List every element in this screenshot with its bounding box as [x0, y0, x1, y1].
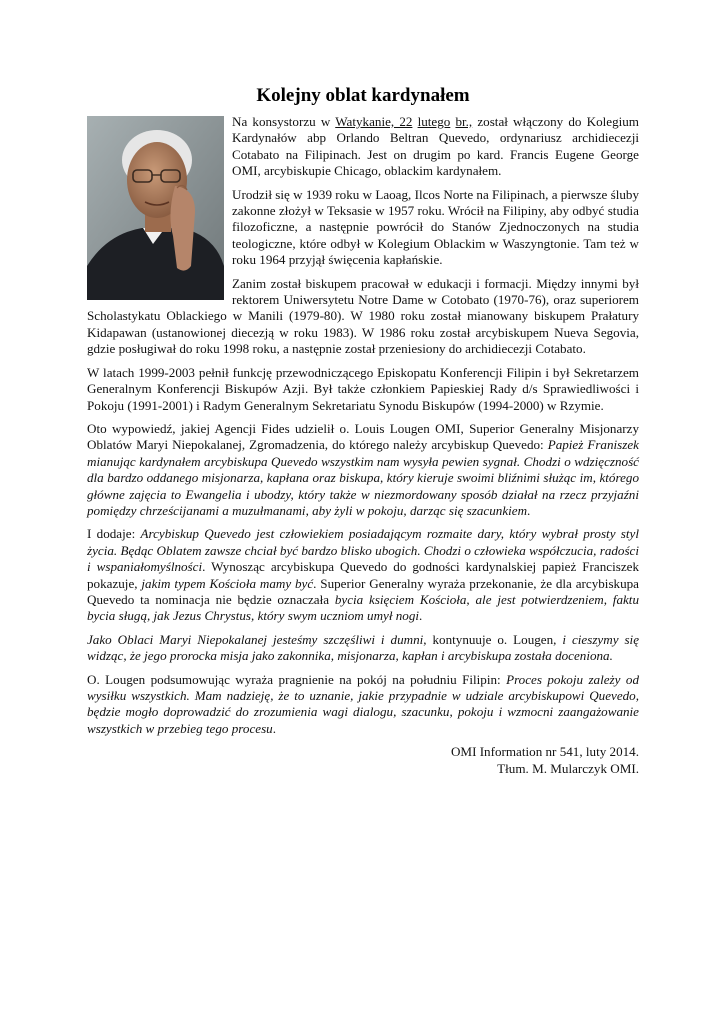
p1-text-g: został włączony do Kolegium Kardynałów abp Orlando Beltran Quevedo, ordynariusz archidiecezji Cotabato na Filipinach. Jest on drugim po kard. Francis Eugene George OMI, arcybiskupie Chicago, oblackim kardynałem.: [232, 114, 639, 179]
p8-text-a: O. Lougen podsumowując wyraża pragnienie na pokój na południu Filipin:: [87, 671, 507, 687]
p5-text: Oto wypowiedź, jakiej Agencji Fides udzielił o. Louis Lougen OMI, Superior Generalny Misjonarzy Oblatów Maryi Niepokalanej, Zgromadzenia, do którego należy arcybiskup Quevedo:: [87, 420, 639, 453]
p5-end: .: [527, 502, 531, 518]
paragraph-8: [87, 672, 639, 738]
p7-quote-a: Jako Oblaci Maryi Niepokalanej jesteśmy szczęśliwi i dumni: [87, 631, 424, 647]
p6-quote-d: jakim typem Kościoła mamy być: [141, 575, 314, 591]
p6-text-e: . Superior Generalny wyraża przekonanie, że dla arcybiskupa Quevedo ta nominacja nie będzie oznaczała: [87, 575, 639, 607]
p7-text-b: , kontynuuje o. Lougen,: [423, 631, 563, 647]
p1-link-br: br.,: [455, 114, 473, 129]
cardinal-portrait-photo: [87, 116, 224, 300]
paragraph-4: W latach 1999-2003 pełnił funkcję przewodniczącego Episkopatu Konferencji Filipin i był Sekretarzem Generalnym Konferencji Biskupów Azji. Był także członkiem Papieskiej Rady d/s Sprawiedliwości i Pokoju (1991-2001) i Radym Generalnym Sekretariatu Synodu Biskupów (1994-2000) w Rzymie.: [87, 364, 639, 413]
translator-line: Tłum. M. Mularczyk OMI.: [497, 760, 639, 776]
portrait-image: [87, 116, 224, 300]
p8-quote-b: Proces pokoju zależy od wysiłku wszystkich. Mam nadzieję, że to uznanie, jakie przypadnie w udziale arcybiskupowi Quevedo, będzie mogło doprowadzić do zrozumienia wagi dialogu, szacunku, pokoju i wzmocni zaangażowanie wszystkich w przebieg tego procesu: [87, 671, 639, 736]
p6-text-a: I dodaje:: [87, 526, 141, 542]
paragraph-6: [87, 526, 639, 624]
p8-end: .: [272, 720, 276, 736]
article: [87, 84, 639, 777]
p6-end: .: [419, 608, 423, 624]
p6-quote-f: bycia księciem Kościoła, ale jest potwierdzeniem, faktu bycia sługą, jak Jezus Chrystus, który swym uczniom umył nogi: [87, 591, 639, 624]
paragraph-5: [87, 421, 639, 519]
p6-quote-b: Arcybiskup Quevedo jest człowiekiem posiadającym rozmaite dary, który wybrał prosty styl życia. Będąc Oblatem zawsze chciał być bardzo blisko ubogich. Chodzi o człowieka współczucia, radości i wspaniałomyślności: [87, 526, 639, 575]
p5-quote: Papież Franiszek mianując kardynałem arcybiskupa Quevedo wszystkim nam wysyła pewien sygnał. Chodzi o wdzięczność dla bardzo oddanego misjonarza, kapłana oraz biskupa, który kieruje swoimi bliźnimi służąc im, którego główne zajęcia to Ewangelia i ubodzy, który także w niezmordowany sposób działał na rzecz przyjaźni pomiędzy chrześcijanami a muzułmanami, aby żyli w pokoju, darząc się szacunkiem: [87, 437, 639, 518]
p1-text-a: Na konsystorzu w: [232, 114, 336, 129]
paragraph-2: Urodził się w 1939 roku w Laoag, Ilcos Norte na Filipinach, a pierwsze śluby zakonne złożył w Teksasie w 1957 roku. Wrócił na Filipiny, aby odbyć studia filozoficzne, a następnie powrócił do Stanów Zjednoczonych na studia teologiczne, które odbył w Kolegium Oblackim w Waszyngtonie. Tam też w roku 1964 przyjął święcenia kapłańskie.: [232, 186, 639, 268]
paragraph-7: [87, 632, 639, 665]
p6-text-c: . Wynosząc arcybiskupa Quevedo do godności kardynalskiej papież Franciszek pokazuje,: [87, 559, 639, 591]
article-title: Kolejny oblat kardynałem: [256, 85, 470, 106]
source-line: OMI Information nr 541, luty 2014.: [450, 744, 639, 760]
paragraph-3: Zanim został biskupem pracował w edukacji i formacji. Między innymi był rektorem Uniwersytetu Notre Dame w Cotobato (1970-76), oraz superiorem Scholastykatu Oblackiego w Manili (1979-80). W 1980 roku został mianowany biskupem Prałatury Kidapawan (ustanowionej diecezją w roku 1983). W 1986 roku został arcybiskupem Nueva Segovia, gdzie posługiwał do roku 1998 roku, a następnie został przeniesiony do archidiecezji Cotabato.: [87, 275, 639, 357]
p1-link-lutego: lutego: [417, 114, 451, 129]
p7-quote-c: i cieszymy się widząc, że jego prorocka misja jako zakonnika, misjonarza, kapłan i arcybiskupa została doceniona.: [87, 631, 640, 664]
p1-link-watykanie: Watykanie, 22: [335, 114, 413, 129]
